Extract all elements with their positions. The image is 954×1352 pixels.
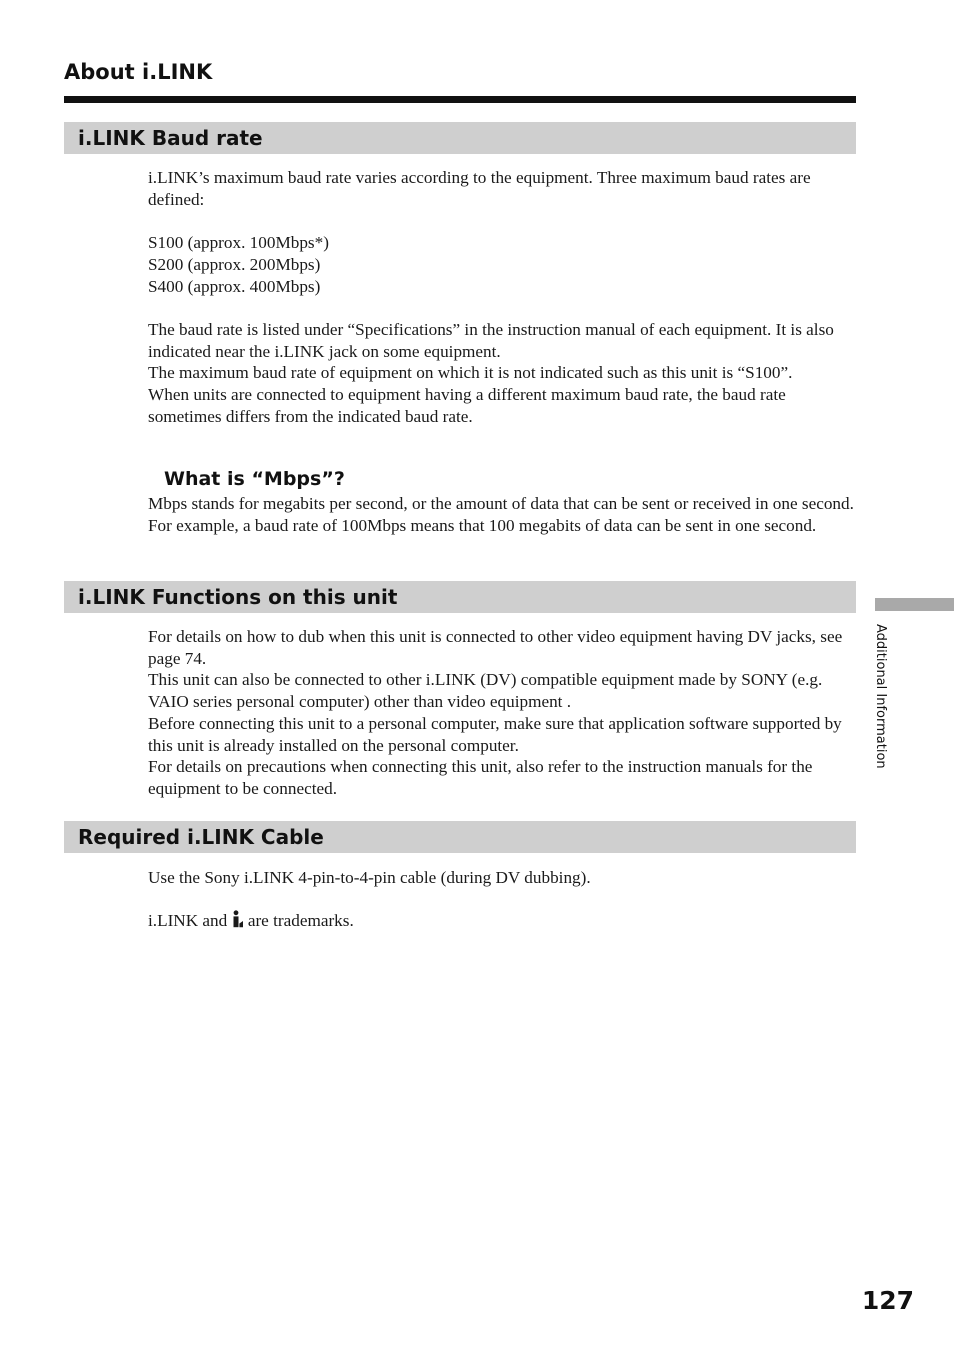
- functions-para: Before connecting this unit to a personal computer, make sure that application software supported by this unit is already installed on the personal computer.: [148, 713, 842, 755]
- baud-rate-para: When units are connected to equipment having a different maximum baud rate, the baud rate sometimes differs from the indicated baud rate.: [148, 385, 786, 426]
- section-heading-baud-rate: i.LINK Baud rate: [64, 122, 856, 154]
- side-tab-marker: [875, 598, 954, 611]
- baud-rate-s100: S100 (approx. 100Mbps*): [148, 233, 329, 253]
- side-tab-label: Additional Information: [873, 624, 888, 769]
- trademark-text-before: i.LINK and: [148, 911, 232, 931]
- mbps-body: [148, 493, 860, 536]
- baud-rate-body: [148, 167, 860, 427]
- header-rule: [64, 96, 856, 103]
- functions-para: This unit can also be connected to other i.LINK (DV) compatible equipment made by SONY (e.g. VAIO series personal computer) other than video equipment .: [148, 670, 823, 712]
- mbps-text: Mbps stands for megabits per second, or the amount of data that can be sent or received in one second. For example, a baud rate of 100Mbps means that 100 megabits of data can be sent in one second.: [148, 494, 854, 535]
- baud-rate-para: The baud rate is listed under “Specifications” in the instruction manual of each equipment. It is also indicated near the i.LINK jack on some equipment.: [148, 319, 834, 361]
- section-heading-functions: i.LINK Functions on this unit: [64, 581, 856, 613]
- functions-para: For details on how to dub when this unit is connected to other video equipment having DV jacks, see page 74.: [148, 627, 843, 668]
- ilink-logo-icon: [232, 910, 244, 934]
- baud-rate-para: The maximum baud rate of equipment on which it is not indicated such as this unit is “S100”.: [148, 363, 793, 383]
- section-heading-cable: Required i.LINK Cable: [64, 821, 856, 853]
- cable-body: [148, 867, 860, 934]
- baud-rate-s200: S200 (approx. 200Mbps): [148, 254, 321, 274]
- page-number: 127: [861, 1286, 914, 1315]
- functions-para: For details on precautions when connecting this unit, also refer to the instruction manuals for the equipment to be connected.: [148, 757, 813, 798]
- trademark-text-after: are trademarks.: [243, 911, 354, 931]
- trademark-note: [148, 910, 860, 934]
- baud-rate-intro: i.LINK’s maximum baud rate varies according to the equipment. Three maximum baud rates are defined:: [148, 168, 811, 209]
- cable-text: Use the Sony i.LINK 4-pin-to-4-pin cable (during DV dubbing).: [148, 868, 591, 887]
- sub-heading-mbps: What is “Mbps”?: [164, 468, 345, 490]
- page-title: About i.LINK: [64, 60, 213, 84]
- functions-body: [148, 626, 860, 800]
- baud-rate-s400: S400 (approx. 400Mbps): [148, 276, 321, 296]
